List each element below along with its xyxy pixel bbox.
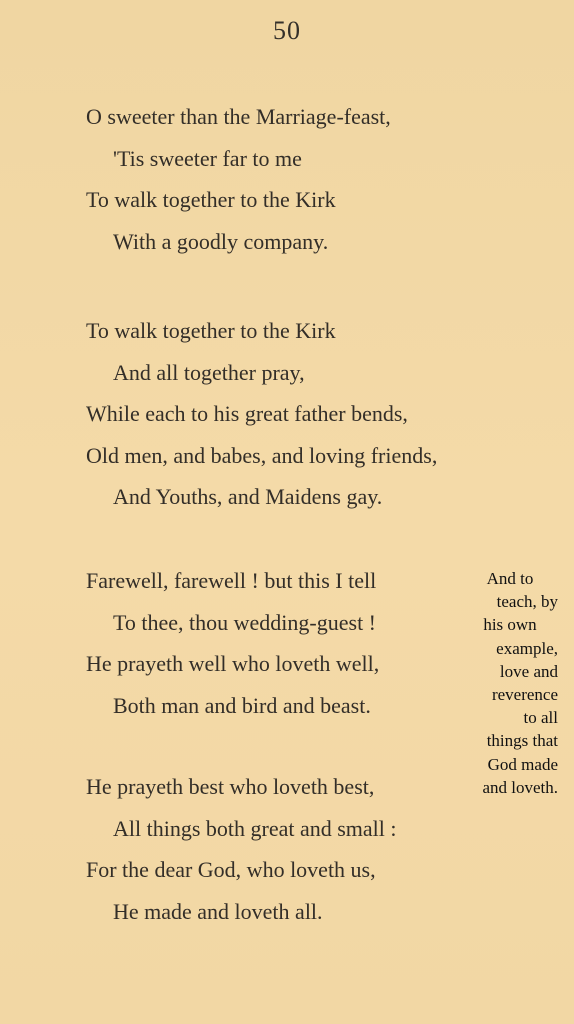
verse-line: All things both great and small :: [113, 815, 397, 841]
verse-line: Old men, and babes, and loving friends,: [86, 442, 438, 468]
verse-line: For the dear God, who loveth us,: [86, 857, 376, 882]
verse-line: He prayeth well who loveth well,: [86, 651, 380, 676]
verse-line: He made and loveth all.: [113, 898, 323, 924]
gloss-line: to all: [523, 708, 558, 728]
verse-line: O sweeter than the Marriage-feast,: [86, 104, 391, 129]
verse-line: While each to his great father bends,: [86, 401, 408, 426]
verse-line: To walk together to the Kirk: [86, 187, 336, 212]
stanza-3: [86, 560, 458, 726]
verse-line: Farewell, farewell ! but this I tell: [86, 568, 377, 593]
verse-line: To walk together to the Kirk: [86, 318, 336, 343]
page-number: 50: [273, 16, 301, 45]
gloss-line: things that: [486, 731, 558, 751]
stanza-1: [86, 96, 536, 262]
verse-line: 'Tis sweeter far to me: [113, 145, 302, 171]
verse-line: To thee, thou wedding-guest !: [113, 609, 377, 635]
gloss-line: And to: [486, 569, 534, 588]
gloss-line: love and: [499, 661, 558, 681]
verse-line: With a goodly company.: [113, 228, 329, 254]
gloss-line: God made: [487, 754, 558, 774]
gloss-line: reverence: [491, 685, 558, 705]
gloss-line: teach, by: [496, 592, 558, 612]
stanza-2: [86, 310, 536, 518]
verse-line: He prayeth best who loveth best,: [86, 774, 375, 799]
verse-line: Both man and bird and beast.: [113, 692, 371, 718]
gloss-line: and loveth.: [482, 777, 558, 797]
verse-line: And Youths, and Maidens gay.: [113, 484, 383, 509]
gloss-line: example,: [496, 638, 558, 658]
margin-gloss: [462, 567, 558, 799]
gloss-line: his own: [483, 615, 537, 635]
verse-line: And all together pray,: [113, 359, 305, 385]
